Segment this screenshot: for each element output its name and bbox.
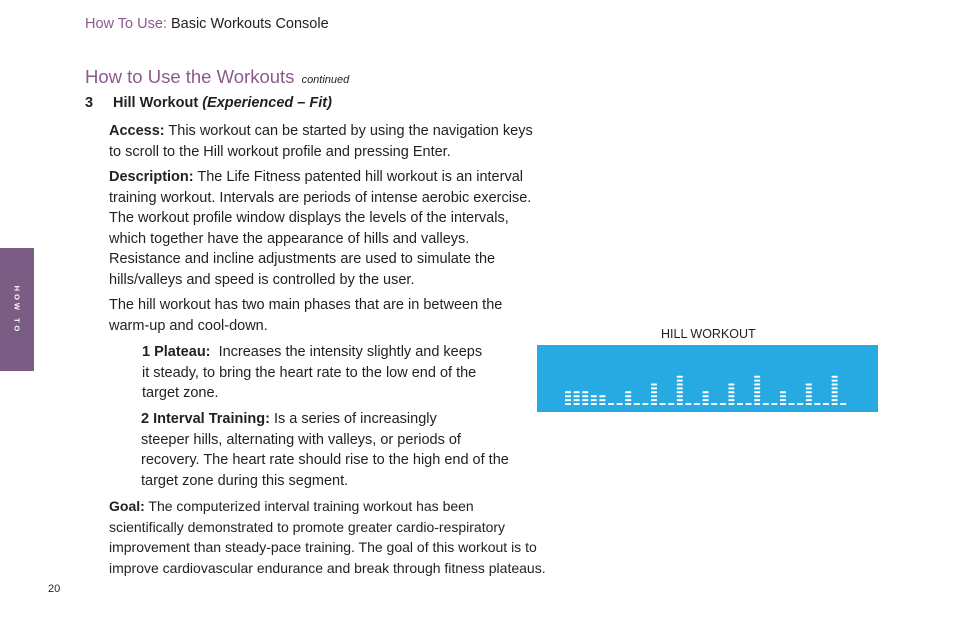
profile-segment	[728, 395, 734, 397]
interval-training-label: 2 Interval Training:	[141, 411, 270, 427]
profile-segment	[574, 391, 580, 393]
profile-segment	[754, 384, 760, 386]
profile-column	[591, 395, 597, 405]
phases-intro-paragraph	[109, 295, 502, 336]
profile-segment	[771, 403, 777, 405]
plateau-line: it steady, to bring the heart rate to the low end of the	[142, 364, 477, 381]
profile-segment	[565, 399, 571, 401]
header-title: Basic Workouts Console	[170, 16, 329, 32]
profile-segment	[660, 403, 666, 405]
profile-segment	[823, 403, 829, 405]
profile-segment	[763, 403, 769, 405]
profile-segment	[728, 399, 734, 401]
access-line: to scroll to the Hill workout profile and pressing Enter.	[109, 143, 451, 160]
goal-line: scientifically demonstrated to promote greater cardio-respiratory	[109, 518, 506, 535]
profile-segment	[780, 403, 786, 405]
profile-segment	[728, 391, 734, 393]
description-line: The Life Fitness patented hill workout is an interval	[197, 169, 523, 185]
plateau-label: 1 Plateau:	[142, 344, 211, 360]
profile-column	[763, 403, 769, 405]
interval-training-line: recovery. The heart rate should rise to the high end of the	[141, 452, 509, 468]
access-line: This workout can be started by using the navigation keys	[168, 123, 533, 139]
profile-segment	[625, 399, 631, 401]
profile-column	[720, 403, 726, 405]
profile-segment	[832, 399, 838, 401]
profile-segment	[814, 403, 820, 405]
page-number: 20	[48, 583, 61, 595]
profile-segment	[599, 399, 605, 401]
profile-segment	[651, 384, 657, 386]
section-title-text: How to Use the Workouts	[85, 66, 295, 87]
item-heading	[85, 95, 332, 111]
goal-paragraph	[109, 496, 546, 578]
profile-column	[668, 403, 674, 405]
profile-segment	[591, 395, 597, 397]
profile-column	[832, 376, 838, 405]
profile-segment	[806, 399, 812, 401]
profile-segment	[728, 403, 734, 405]
profile-column	[694, 403, 700, 405]
profile-column	[754, 376, 760, 405]
profile-column	[677, 376, 683, 405]
profile-column	[728, 384, 734, 406]
profile-segment	[651, 395, 657, 397]
profile-column	[608, 403, 614, 405]
plateau-line: target zone.	[142, 385, 219, 401]
profile-column	[617, 403, 623, 405]
profile-segment	[582, 399, 588, 401]
profile-segment	[780, 395, 786, 397]
profile-segment	[677, 376, 683, 378]
profile-segment	[754, 399, 760, 401]
profile-column	[703, 391, 709, 405]
profile-segment	[574, 399, 580, 401]
profile-segment	[694, 403, 700, 405]
profile-column	[840, 403, 846, 405]
profile-segment	[840, 403, 846, 405]
profile-segment	[625, 395, 631, 397]
goal-line: improve cardiovascular endurance and break through fitness plateaus.	[109, 559, 546, 576]
profile-column	[806, 384, 812, 406]
goal-label: Goal:	[109, 498, 145, 514]
description-label: Description:	[109, 169, 194, 185]
profile-segment	[780, 399, 786, 401]
goal-line: improvement than steady-pace training. The goal of this workout is to	[109, 539, 537, 555]
profile-column	[574, 391, 580, 405]
profile-segment	[677, 403, 683, 405]
profile-segment	[789, 403, 795, 405]
profile-segment	[608, 403, 614, 405]
profile-segment	[591, 403, 597, 405]
profile-segment	[677, 380, 683, 382]
description-line: Resistance and incline adjustments are used to simulate the	[109, 251, 496, 267]
profile-segment	[754, 376, 760, 378]
access-paragraph	[109, 121, 533, 162]
profile-segment	[599, 403, 605, 405]
side-tab-label: HOW TO	[12, 285, 22, 334]
access-label: Access:	[109, 123, 165, 139]
description-line: hills/valleys and speed is controlled by the user.	[109, 271, 415, 288]
profile-column	[737, 403, 743, 405]
item-title: Hill Workout	[113, 95, 199, 111]
interval-training-line: target zone during this segment.	[141, 472, 349, 489]
hill-profile-graphic	[537, 345, 878, 412]
profile-segment	[797, 403, 803, 405]
profile-segment	[574, 403, 580, 405]
profile-segment	[703, 403, 709, 405]
profile-column	[814, 403, 820, 405]
profile-segment	[565, 395, 571, 397]
profile-segment	[746, 403, 752, 405]
profile-segment	[582, 395, 588, 397]
description-line: The workout profile window displays the levels of the intervals,	[109, 210, 509, 226]
profile-segment	[737, 403, 743, 405]
profile-segment	[806, 395, 812, 397]
profile-column	[565, 391, 571, 405]
profile-segment	[703, 399, 709, 401]
profile-segment	[651, 387, 657, 389]
profile-segment	[625, 403, 631, 405]
running-header	[85, 16, 329, 32]
profile-column	[660, 403, 666, 405]
profile-column	[642, 403, 648, 405]
profile-segment	[617, 403, 623, 405]
interval-training-paragraph	[141, 409, 509, 491]
phases-intro-line: warm-up and cool-down.	[109, 317, 268, 334]
profile-segment	[625, 391, 631, 393]
profile-segment	[728, 387, 734, 389]
profile-segment	[703, 391, 709, 393]
profile-segment	[832, 376, 838, 378]
section-title	[85, 66, 349, 88]
profile-column	[711, 403, 717, 405]
profile-segment	[806, 384, 812, 386]
profile-segment	[677, 395, 683, 397]
profile-column	[599, 395, 605, 405]
profile-segment	[832, 395, 838, 397]
profile-segment	[728, 384, 734, 386]
profile-segment	[634, 403, 640, 405]
profile-segment	[832, 387, 838, 389]
profile-column	[582, 391, 588, 405]
profile-column	[789, 403, 795, 405]
profile-segment	[677, 399, 683, 401]
description-line: training workout. Intervals are periods of intense aerobic exercise.	[109, 189, 532, 206]
profile-column	[746, 403, 752, 405]
profile-segment	[574, 395, 580, 397]
profile-segment	[582, 391, 588, 393]
profile-segment	[754, 391, 760, 393]
profile-segment	[685, 403, 691, 405]
profile-segment	[754, 380, 760, 382]
profile-segment	[832, 384, 838, 386]
profile-segment	[565, 391, 571, 393]
profile-column	[780, 391, 786, 405]
side-section-tab	[0, 248, 34, 371]
profile-column	[797, 403, 803, 405]
profile-segment	[677, 391, 683, 393]
header-prefix: How To Use:	[85, 16, 167, 32]
profile-segment	[720, 403, 726, 405]
profile-segment	[806, 403, 812, 405]
profile-segment	[642, 403, 648, 405]
profile-segment	[711, 403, 717, 405]
phases-intro-line: The hill workout has two main phases that are in between the	[109, 297, 503, 313]
goal-line: The computerized interval training workout has been	[148, 498, 474, 514]
profile-segment	[677, 384, 683, 386]
profile-segment	[832, 380, 838, 382]
interval-training-line: Is a series of increasingly	[273, 411, 437, 427]
profile-segment	[754, 403, 760, 405]
interval-training-line: steeper hills, alternating with valleys, or periods of	[141, 431, 461, 448]
profile-segment	[832, 391, 838, 393]
plateau-paragraph	[142, 342, 482, 404]
profile-segment	[677, 387, 683, 389]
plateau-line: Increases the intensity slightly and keeps	[218, 344, 483, 360]
profile-column	[685, 403, 691, 405]
profile-column	[625, 391, 631, 405]
profile-segment	[703, 395, 709, 397]
profile-segment	[591, 399, 597, 401]
profile-segment	[780, 391, 786, 393]
profile-segment	[651, 391, 657, 393]
profile-segment	[651, 399, 657, 401]
item-number: 3	[85, 95, 94, 111]
profile-segment	[832, 403, 838, 405]
continued-note: continued	[301, 74, 350, 86]
profile-column	[771, 403, 777, 405]
profile-segment	[651, 403, 657, 405]
profile-segment	[754, 395, 760, 397]
figure-caption: HILL WORKOUT	[661, 327, 756, 341]
profile-segment	[806, 387, 812, 389]
profile-segment	[599, 395, 605, 397]
description-paragraph	[109, 167, 531, 290]
profile-segment	[565, 403, 571, 405]
profile-column	[634, 403, 640, 405]
profile-column	[651, 384, 657, 406]
profile-column	[823, 403, 829, 405]
profile-segment	[754, 387, 760, 389]
hill-workout-profile-display	[537, 345, 878, 412]
profile-segment	[668, 403, 674, 405]
item-subtitle: (Experienced – Fit)	[202, 95, 332, 111]
profile-segment	[806, 391, 812, 393]
profile-segment	[582, 403, 588, 405]
description-line: which together have the appearance of hills and valleys.	[109, 230, 470, 247]
